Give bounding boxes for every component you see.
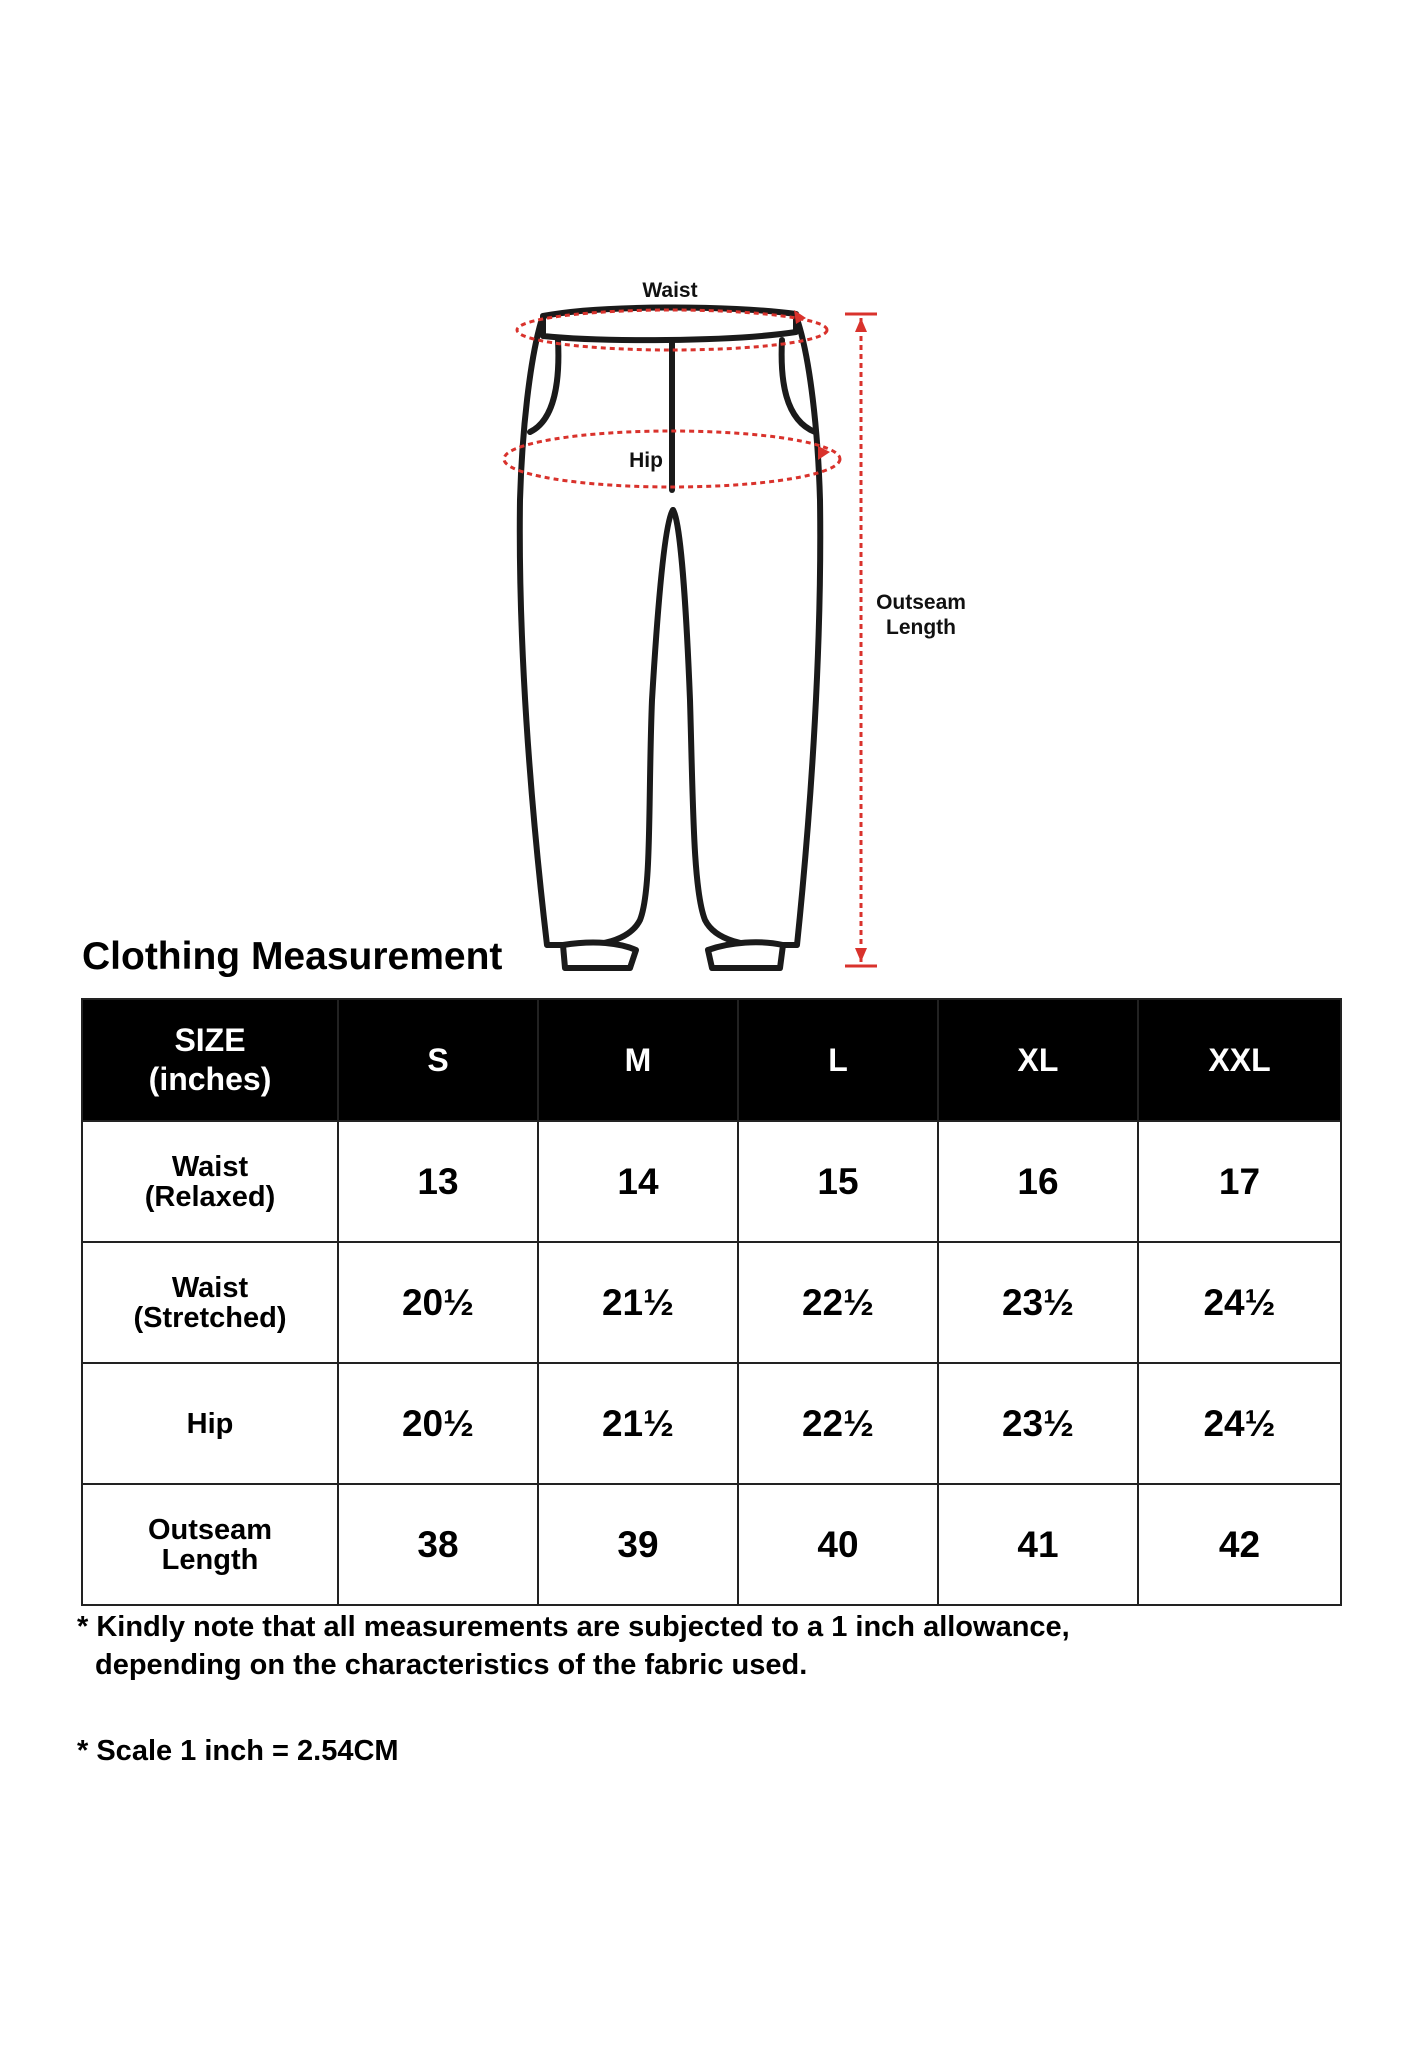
row-label-line1: Hip (186, 1407, 234, 1440)
table-cell: 39 (538, 1484, 738, 1605)
row-label-line1: Outseam (147, 1513, 273, 1546)
size-col-l: L (738, 999, 938, 1121)
size-header-line1: SIZE (174, 1022, 246, 1058)
table-cell: 15 (738, 1121, 938, 1242)
table-cell: 40 (738, 1484, 938, 1605)
scale-note: * Scale 1 inch = 2.54CM (77, 1735, 399, 1767)
table-cell: 17 (1138, 1121, 1341, 1242)
table-cell: 13 (338, 1121, 538, 1242)
table-cell: 41 (938, 1484, 1138, 1605)
pants-outline (520, 307, 820, 968)
table-cell: 22½ (738, 1363, 938, 1484)
allowance-note-line1: * Kindly note that all measurements are subjected to a 1 inch allowance, (77, 1611, 1070, 1643)
allowance-note-line2: depending on the characteristics of the fabric used. (95, 1649, 808, 1681)
outseam-label-line2: Length (886, 616, 956, 639)
hip-label: Hip (629, 449, 663, 472)
table-cell: 42 (1138, 1484, 1341, 1605)
outseam-label-line1: Outseam (876, 591, 966, 614)
pants-diagram (0, 0, 1419, 1000)
size-col-xl: XL (938, 999, 1138, 1121)
table-cell: 24½ (1138, 1242, 1341, 1363)
table-cell: 23½ (938, 1363, 1138, 1484)
size-chart-table (81, 998, 1342, 1606)
size-col-m: M (538, 999, 738, 1121)
table-cell: 20½ (338, 1242, 538, 1363)
row-label-outseam-length (82, 1484, 338, 1605)
table-cell: 38 (338, 1484, 538, 1605)
section-title: Clothing Measurement (82, 935, 503, 978)
row-label-line2: (Stretched) (133, 1301, 287, 1334)
table-cell: 21½ (538, 1242, 738, 1363)
table-cell: 14 (538, 1121, 738, 1242)
table-cell: 23½ (938, 1242, 1138, 1363)
row-label-line1: Waist (171, 1150, 249, 1183)
allowance-note (77, 1608, 1070, 1684)
size-col-xxl: XXL (1138, 999, 1341, 1121)
row-label-hip (82, 1363, 338, 1484)
table-cell: 21½ (538, 1363, 738, 1484)
size-header-cell (82, 999, 338, 1121)
row-label-waist-relaxed (82, 1121, 338, 1242)
row-label-line2: Length (161, 1543, 259, 1576)
row-label-line2: (Relaxed) (144, 1180, 276, 1213)
table-cell: 24½ (1138, 1363, 1341, 1484)
table-row (82, 1484, 1341, 1605)
table-row (82, 1363, 1341, 1484)
row-label-waist-stretched (82, 1242, 338, 1363)
table-cell: 20½ (338, 1363, 538, 1484)
table-row (82, 1121, 1341, 1242)
size-header-line2: (inches) (148, 1061, 272, 1097)
table-row (82, 1242, 1341, 1363)
header-row (82, 999, 1341, 1121)
table-cell: 22½ (738, 1242, 938, 1363)
waist-label: Waist (642, 279, 698, 302)
row-label-line1: Waist (171, 1271, 249, 1304)
size-col-s: S (338, 999, 538, 1121)
table-cell: 16 (938, 1121, 1138, 1242)
